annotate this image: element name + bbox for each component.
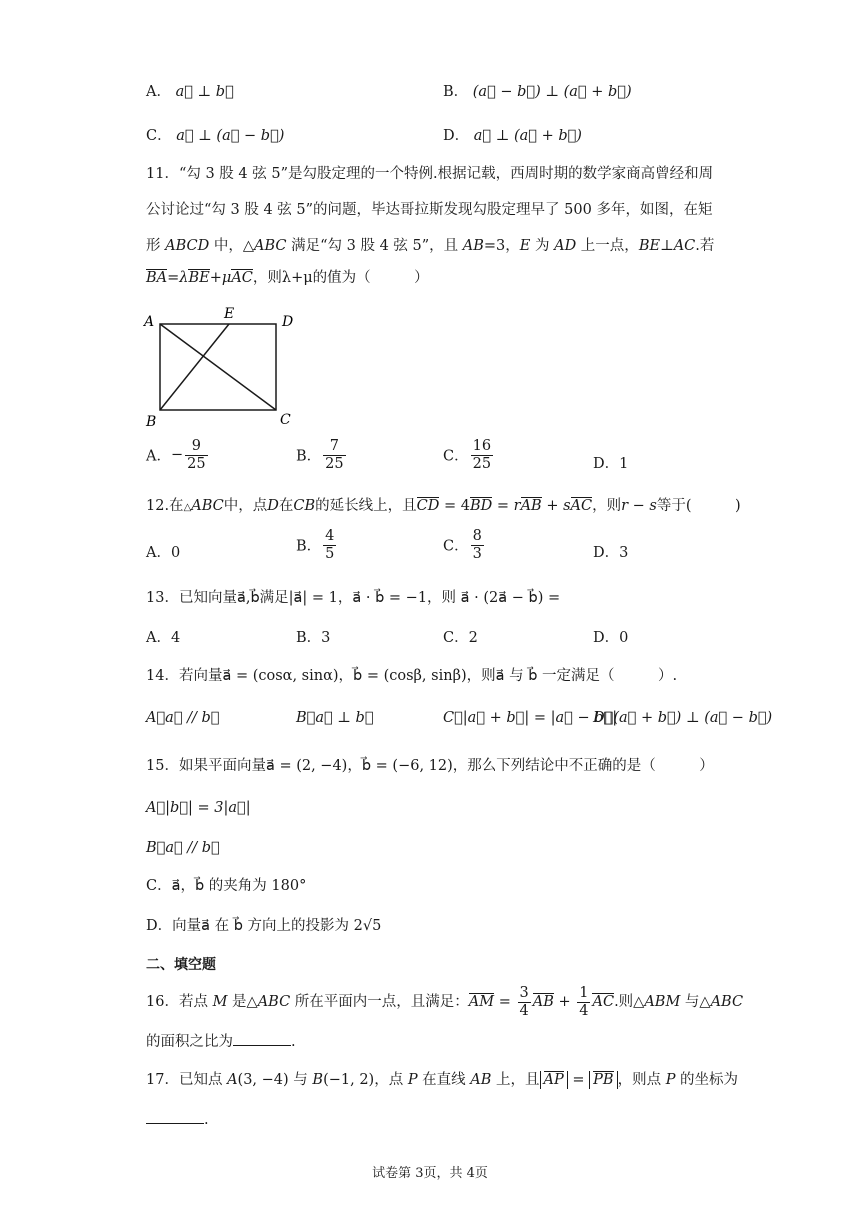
q11-vector-equation: BA=λBE+μAC，则λ+μ的值为（ ） xyxy=(146,270,429,286)
label-e: E xyxy=(224,306,235,322)
vector-be: BE xyxy=(188,270,210,286)
fraction: $\frac{3}{4}$ xyxy=(519,985,529,1019)
q11-option-c: C． $\frac{16}{25}$ xyxy=(443,438,492,472)
q13-option-c: C．2 xyxy=(443,630,478,646)
q14-option-b: B．a⃗ ⊥ b⃗ xyxy=(296,710,374,726)
fraction: $\frac{9}{25}$ xyxy=(187,438,206,472)
abs-value: AP xyxy=(540,1071,568,1089)
q14-option-c: C．|a⃗ + b⃗| = |a⃗ − b⃗| xyxy=(443,710,618,726)
option-text: (a⃗ − b⃗) ⊥ (a⃗ + b⃗) xyxy=(472,84,632,100)
q15-stem: 15．如果平面向量a⃗ = (2, −4)，b⃗ = (−6, 12)，那么下列结论中不正确的是（ ） xyxy=(146,758,714,774)
option-label: D． xyxy=(443,128,470,144)
fraction: $\frac{7}{25}$ xyxy=(325,438,344,472)
q13-option-b: B．3 xyxy=(296,630,331,646)
q17-stem: 17．已知点 A(3, −4) 与 B(−1, 2)，点 P 在直线 AB 上，且 AP = PB ，则点 P 的坐标为 xyxy=(146,1072,739,1088)
q13-stem: 13．已知向量a⃗,b⃗满足|a⃗| = 1，a⃗ · b⃗ = −1，则 a⃗ · (2a⃗ − b⃗) = xyxy=(146,590,561,606)
q10-option-b xyxy=(443,80,632,101)
answer-blank[interactable] xyxy=(233,1044,291,1046)
option-label: C． xyxy=(146,128,172,144)
label-d: D xyxy=(282,314,294,330)
label-b: B xyxy=(146,414,157,430)
q11-line-1: 11．“勾 3 股 4 弦 5”是勾股定理的一个特例.根据记载，西周时期的数学家商高曾经和周 xyxy=(146,166,714,182)
q15-option-c: C．a⃗，b⃗ 的夹角为 180° xyxy=(146,878,307,894)
fraction: $\frac{8}{3}$ xyxy=(472,528,482,562)
q12-option-b: B． $\frac{4}{5}$ xyxy=(296,528,335,562)
q15-option-d: D．向量a⃗ 在 b⃗ 方向上的投影为 2√5 xyxy=(146,918,382,934)
q12-option-a: A．0 xyxy=(146,545,181,561)
page-footer: 试卷第 3页，共 4页 xyxy=(372,1166,488,1181)
option-text: a⃗ ⊥ (a⃗ + b⃗) xyxy=(473,128,582,144)
q11-option-a: A．− $\frac{9}{25}$ xyxy=(146,438,206,472)
q11-line-2: 公讨论过“勾 3 股 4 弦 5”的问题，毕达哥拉斯发现勾股定理早了 500 多年，如图，在矩 xyxy=(146,202,713,218)
option-text: a⃗ ⊥ (a⃗ − b⃗) xyxy=(176,128,285,144)
q11-option-b: B． $\frac{7}{25}$ xyxy=(296,438,344,472)
q13-option-d: D．0 xyxy=(593,630,629,646)
q15-option-a: A．|b⃗| = 3|a⃗| xyxy=(146,800,251,816)
q11-option-d: D．1 xyxy=(593,456,629,472)
q16-stem-line-1: 16．若点 M 是△ABC 所在平面内一点，且满足：AM = $\frac{3}{4}$ AB + $\frac{1}{4}$ AC.则△ABM 与△ABC xyxy=(146,985,744,1019)
q12-option-d: D．3 xyxy=(593,545,629,561)
option-label: B． xyxy=(443,84,469,100)
section-title-fill-in: 二、填空题 xyxy=(146,957,216,973)
q10-option-a xyxy=(146,80,234,101)
q16-stem-line-2: 的面积之比为 . xyxy=(146,1034,296,1050)
vector-ac: AC xyxy=(231,270,253,286)
label-a: A xyxy=(144,314,155,330)
q10-option-d xyxy=(443,124,582,145)
fraction: $\frac{4}{5}$ xyxy=(325,528,335,562)
option-label: A． xyxy=(146,84,171,100)
option-text: a⃗ ⊥ b⃗ xyxy=(175,84,234,100)
rectangle-figure xyxy=(140,304,310,430)
label-c: C xyxy=(280,412,291,428)
vector-ba: BA xyxy=(146,270,168,286)
q17-answer-line: . xyxy=(146,1112,209,1128)
q12-option-c: C． $\frac{8}{3}$ xyxy=(443,528,482,562)
q13-option-a: A．4 xyxy=(146,630,181,646)
q14-stem: 14．若向量a⃗ = (cosα, sinα)，b⃗ = (cosβ, sinβ)，则a⃗ 与 b⃗ 一定满足（ ）. xyxy=(146,668,678,684)
q10-option-c xyxy=(146,124,284,145)
fraction: $\frac{16}{25}$ xyxy=(472,438,492,472)
abs-value: PB xyxy=(589,1071,617,1089)
q15-option-b: B．a⃗ // b⃗ xyxy=(146,840,220,856)
q12-stem: 12.在△ABC中，点D在CB的延长线上，且CD = 4BD = rAB + sAC，则r − s等于( ) xyxy=(146,498,741,514)
q14-option-a: A．a⃗ // b⃗ xyxy=(146,710,220,726)
q14-option-d: D．(a⃗ + b⃗) ⊥ (a⃗ − b⃗) xyxy=(593,710,773,726)
answer-blank[interactable] xyxy=(146,1122,204,1124)
fraction: $\frac{1}{4}$ xyxy=(579,985,589,1019)
q11-line-3: 形 ABCD 中，△ABC 满足“勾 3 股 4 弦 5”，且 AB=3，E 为 AD 上一点，BE⊥AC.若 xyxy=(146,238,715,254)
